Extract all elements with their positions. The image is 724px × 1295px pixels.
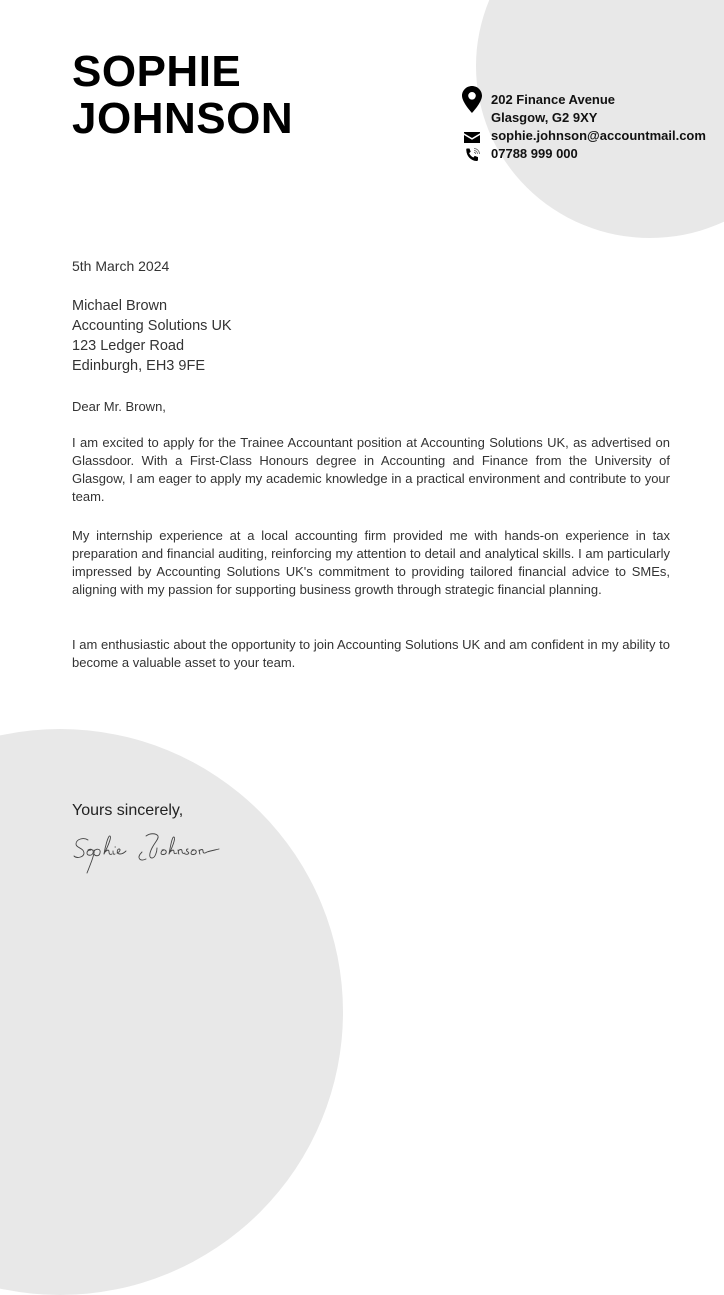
closing: Yours sincerely,	[72, 802, 184, 819]
recipient-company: Accounting Solutions UK	[72, 318, 232, 334]
name-first: SOPHIE	[72, 47, 242, 96]
address-line-2: Glasgow, G2 9XY	[491, 110, 598, 125]
paragraph-3: I am enthusiastic about the opportunity to join Accounting Solutions UK and am confident in my ability to become a valuable asset to your team.	[72, 637, 670, 670]
contact-email	[460, 127, 706, 145]
signature-graphic	[72, 826, 257, 881]
recipient-city: Edinburgh, EH3 9FE	[72, 358, 205, 374]
recipient-street: 123 Ledger Road	[72, 338, 185, 354]
applicant-name	[72, 48, 293, 142]
contact-address	[460, 86, 615, 127]
contact-phone	[460, 145, 578, 164]
map-pin-icon	[460, 86, 484, 113]
envelope-icon	[460, 127, 484, 143]
paragraph-1: I am excited to apply for the Trainee Accountant position at Accounting Solutions UK, as advertised on Glassdoor. With a First-Class Honours degree in Accounting and Finance from the University of Glasgow, I am eager to apply my academic knowledge in a practical environment and contribute to your team.	[72, 435, 670, 504]
recipient-address	[72, 296, 670, 376]
letter-date: 5th March 2024	[72, 258, 170, 274]
email-link[interactable]: sophie.johnson@accountmail.com	[491, 128, 706, 143]
salutation: Dear Mr. Brown,	[72, 399, 166, 414]
phone-icon	[460, 145, 484, 164]
phone-number: 07788 999 000	[491, 146, 578, 161]
paragraph-2: My internship experience at a local accounting firm provided me with hands-on experience in tax preparation and financial auditing, reinforcing my attention to detail and analytical skills. I am particularly impressed by Accounting Solutions UK's commitment to providing tailored financial advice to SMEs, aligning with my passion for supporting business growth through strategic financial planning.	[72, 528, 670, 597]
address-line-1: 202 Finance Avenue	[491, 92, 616, 107]
recipient-name: Michael Brown	[72, 298, 168, 314]
name-last: JOHNSON	[72, 94, 294, 143]
